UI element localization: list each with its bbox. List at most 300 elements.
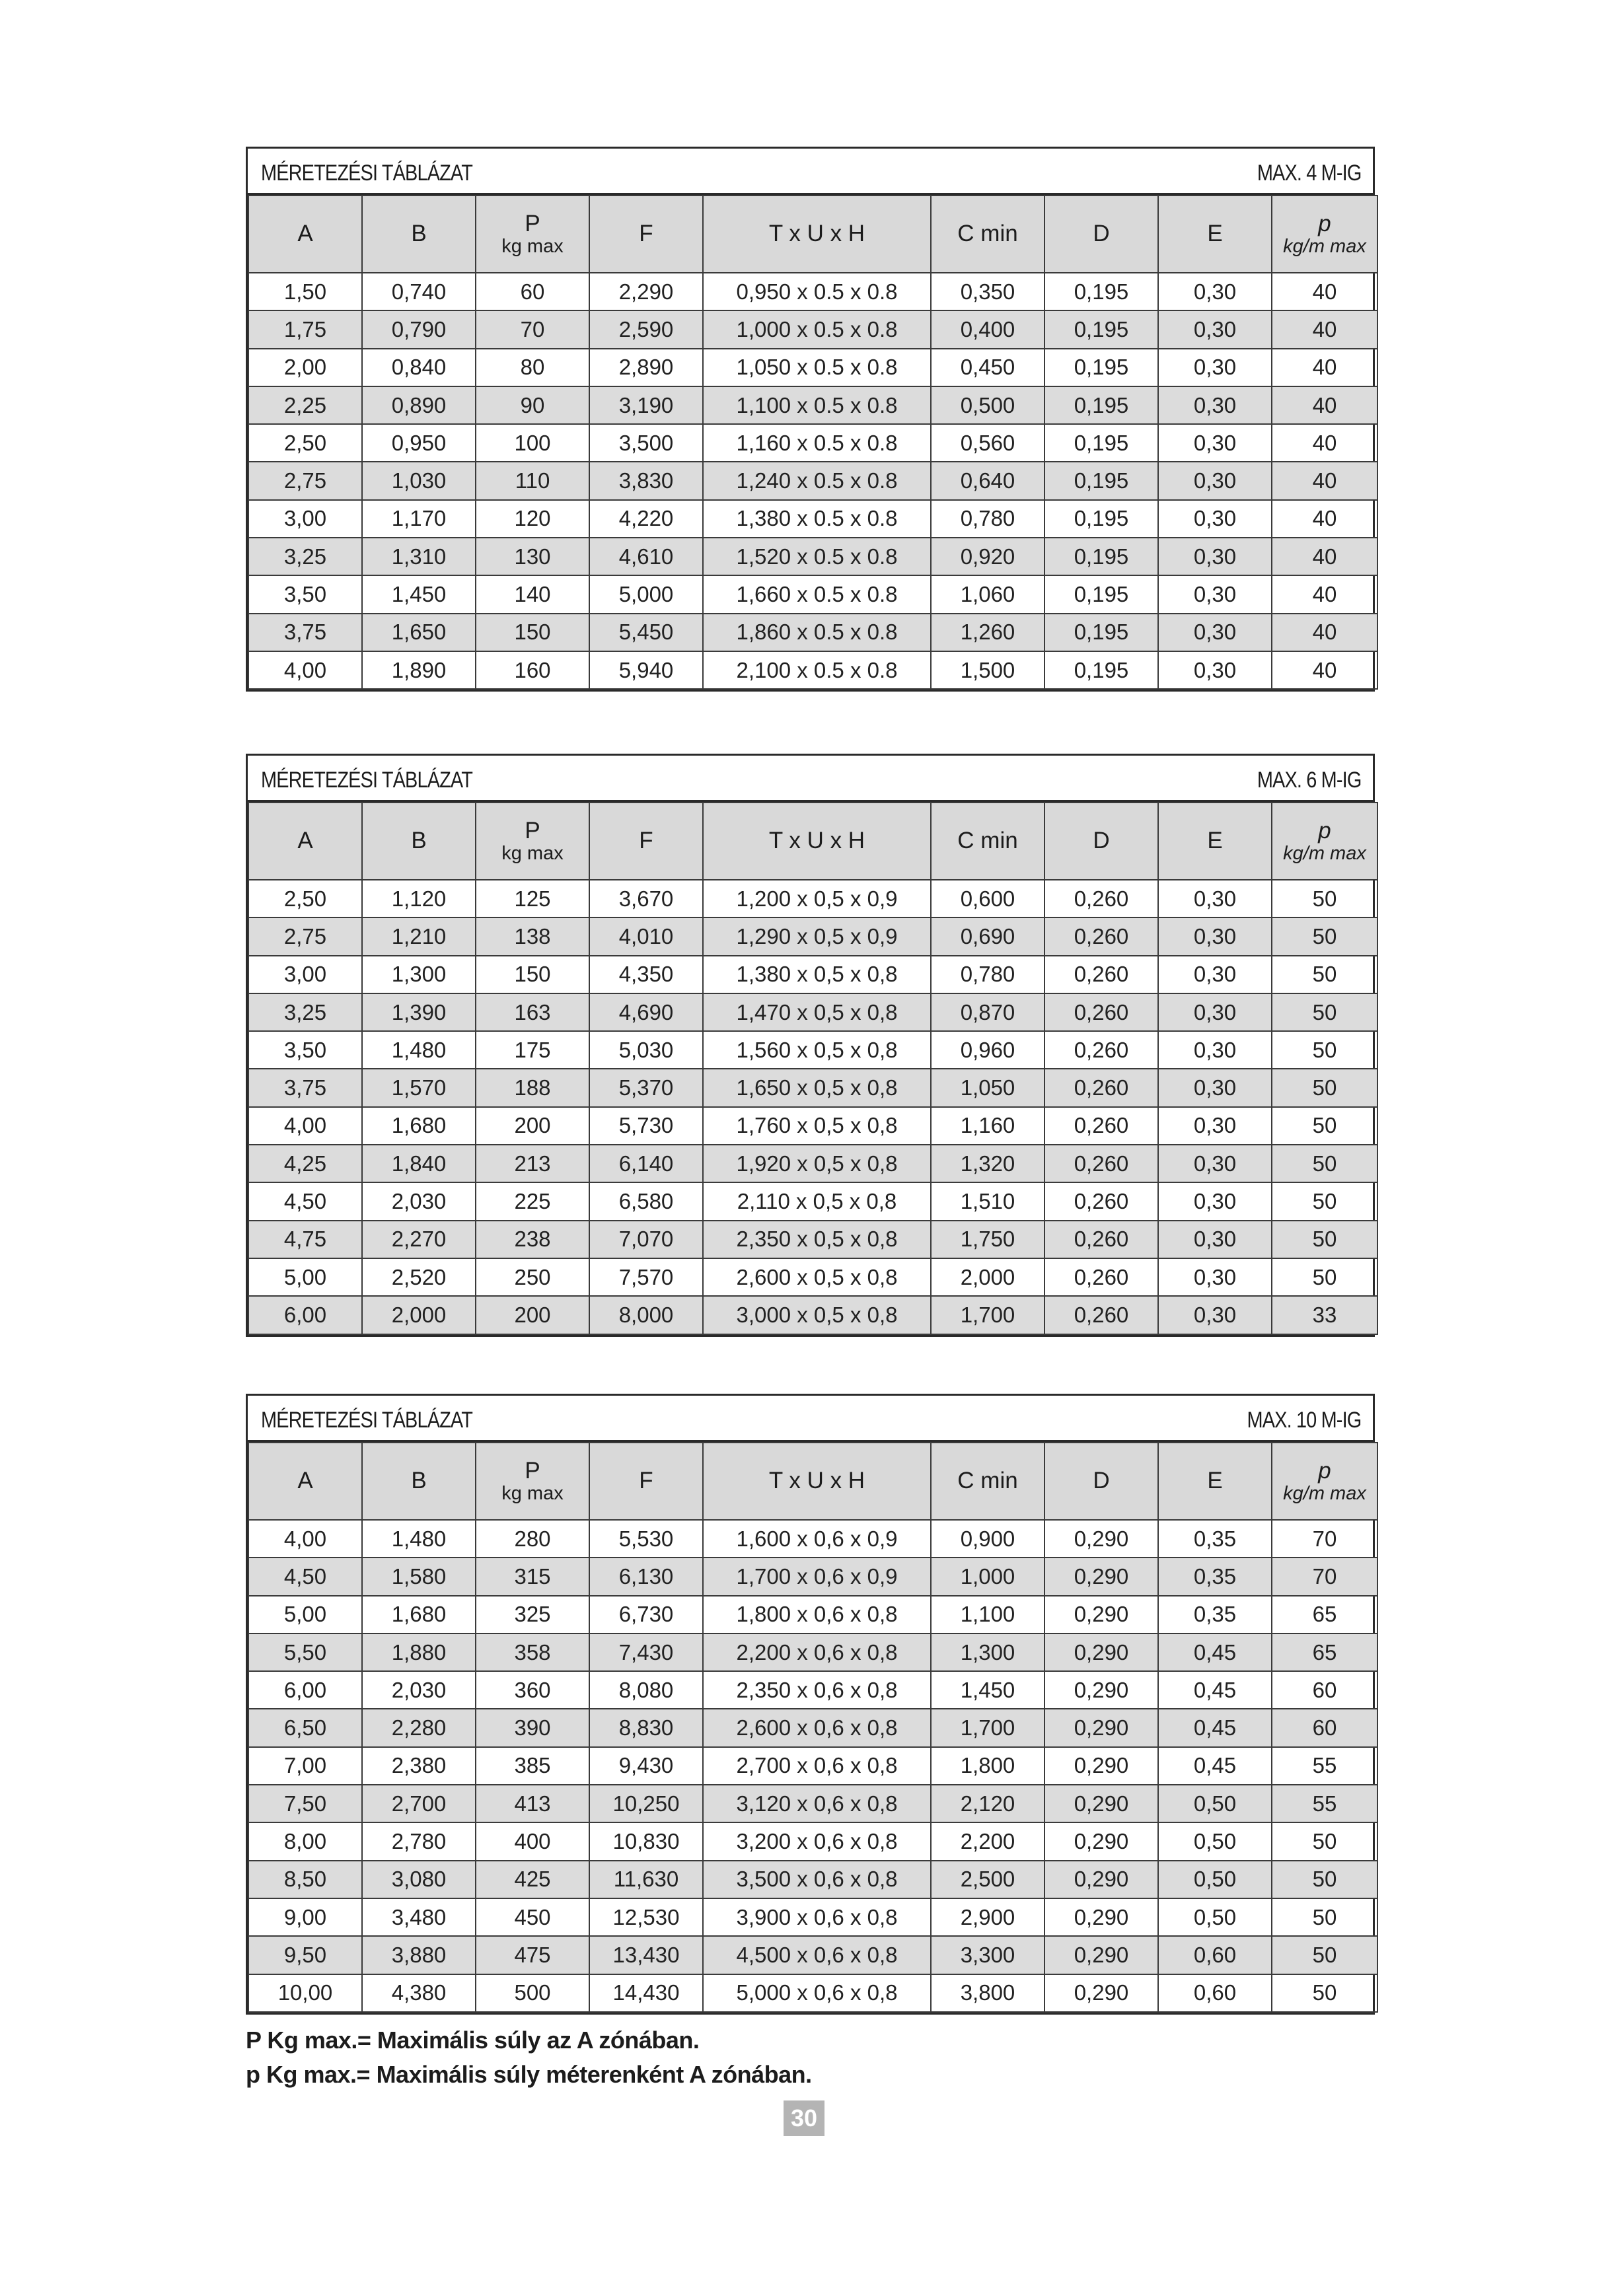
table-cell: 358 — [476, 1633, 589, 1671]
table-cell: 40 — [1272, 538, 1377, 575]
table-cell: 7,50 — [248, 1785, 362, 1822]
table-cell: 1,100 x 0.5 x 0.8 — [703, 386, 931, 424]
col-header-p: P — [525, 210, 540, 236]
table-cell: 1,100 — [931, 1596, 1044, 1633]
table-cell: 0,195 — [1044, 349, 1158, 386]
table-cell: 0,30 — [1158, 1107, 1272, 1145]
table-cell: 50 — [1272, 880, 1377, 917]
table-row — [248, 349, 1377, 386]
table-cell: 0,290 — [1044, 1747, 1158, 1785]
col-header-a: A — [248, 1443, 362, 1520]
table-row — [248, 1861, 1377, 1898]
table-cell: 0,30 — [1158, 1258, 1272, 1296]
table-cell: 50 — [1272, 917, 1377, 955]
header-row — [248, 196, 1377, 273]
table-cell: 3,900 x 0,6 x 0,8 — [703, 1898, 931, 1936]
table-cell: 4,610 — [589, 538, 703, 575]
table-cell: 14,430 — [589, 1974, 703, 2012]
table-cell: 400 — [476, 1822, 589, 1860]
table-cell: 8,00 — [248, 1822, 362, 1860]
table-cell: 110 — [476, 462, 589, 499]
table-cell: 0,30 — [1158, 424, 1272, 462]
table-cell: 2,520 — [362, 1258, 476, 1296]
table-cell: 0,45 — [1158, 1671, 1272, 1709]
table-row — [248, 1974, 1377, 2012]
table-cell: 5,000 x 0,6 x 0,8 — [703, 1974, 931, 2012]
table-cell: 1,480 — [362, 1520, 476, 1558]
table-cell: 90 — [476, 386, 589, 424]
table-cell: 200 — [476, 1107, 589, 1145]
table-cell: 1,520 x 0.5 x 0.8 — [703, 538, 931, 575]
col-header-d: D — [1044, 803, 1158, 880]
table-cell: 0,290 — [1044, 1558, 1158, 1595]
col-header-cmin: C min — [931, 1443, 1044, 1520]
table-cell: 1,510 — [931, 1182, 1044, 1220]
table-cell: 50 — [1272, 1936, 1377, 1974]
table-cell: 50 — [1272, 1182, 1377, 1220]
table-cell: 413 — [476, 1785, 589, 1822]
col-header-p: P — [525, 1457, 540, 1484]
table-cell: 50 — [1272, 1107, 1377, 1145]
table-cell: 40 — [1272, 310, 1377, 348]
table-cell: 2,700 — [362, 1785, 476, 1822]
table-row — [248, 993, 1377, 1031]
table-cell: 5,940 — [589, 651, 703, 689]
table-cell: 1,000 — [931, 1558, 1044, 1595]
table-cell: 0,195 — [1044, 424, 1158, 462]
table-cell: 1,650 x 0,5 x 0,8 — [703, 1069, 931, 1106]
table-cell: 50 — [1272, 1822, 1377, 1860]
col-header-small-p-unit: kg/m max — [1283, 235, 1366, 257]
table-title-bar — [248, 756, 1373, 802]
table-cell: 175 — [476, 1031, 589, 1069]
table-cell: 7,430 — [589, 1633, 703, 1671]
table-cell: 0,30 — [1158, 349, 1272, 386]
table-cell: 0,30 — [1158, 614, 1272, 651]
table-cell: 1,050 x 0.5 x 0.8 — [703, 349, 931, 386]
sizing-table-block — [246, 754, 1375, 1337]
table-cell: 0,195 — [1044, 538, 1158, 575]
table-cell: 150 — [476, 956, 589, 993]
max-length-label: MAX. 4 M-IG — [1257, 161, 1361, 186]
table-title: MÉRETEZÉSI TÁBLÁZAT — [261, 1408, 473, 1433]
sizing-table — [248, 802, 1378, 1335]
table-cell: 5,530 — [589, 1520, 703, 1558]
table-cell: 0,30 — [1158, 310, 1272, 348]
table-cell: 3,00 — [248, 500, 362, 538]
table-cell: 1,700 — [931, 1709, 1044, 1746]
table-cell: 0,780 — [931, 956, 1044, 993]
table-row — [248, 1671, 1377, 1709]
table-cell: 0,290 — [1044, 1671, 1158, 1709]
table-cell: 0,900 — [931, 1520, 1044, 1558]
table-cell: 0,195 — [1044, 273, 1158, 310]
table-row — [248, 1107, 1377, 1145]
table-cell: 3,75 — [248, 614, 362, 651]
header-row — [248, 1443, 1377, 1520]
table-cell: 0,260 — [1044, 1031, 1158, 1069]
table-cell: 3,120 x 0,6 x 0,8 — [703, 1785, 931, 1822]
table-cell: 0,350 — [931, 273, 1044, 310]
table-cell: 0,30 — [1158, 993, 1272, 1031]
table-row — [248, 575, 1377, 613]
table-cell: 1,300 — [362, 956, 476, 993]
table-cell: 6,580 — [589, 1182, 703, 1220]
table-cell: 1,200 x 0,5 x 0,9 — [703, 880, 931, 917]
table-cell: 13,430 — [589, 1936, 703, 1974]
table-row — [248, 1296, 1377, 1334]
table-cell: 0,290 — [1044, 1861, 1158, 1898]
col-header-small-p: p — [1318, 817, 1331, 843]
table-cell: 10,830 — [589, 1822, 703, 1860]
footnote-P: P Kg max.= Maximális súly az A zónában. — [246, 2027, 700, 2054]
table-cell: 1,840 — [362, 1145, 476, 1182]
table-cell: 425 — [476, 1861, 589, 1898]
table-cell: 2,350 x 0,5 x 0,8 — [703, 1221, 931, 1258]
table-cell: 6,00 — [248, 1296, 362, 1334]
table-row — [248, 1558, 1377, 1595]
table-cell: 3,800 — [931, 1974, 1044, 2012]
table-cell: 3,75 — [248, 1069, 362, 1106]
table-row — [248, 651, 1377, 689]
table-cell: 3,000 x 0,5 x 0,8 — [703, 1296, 931, 1334]
table-cell: 0,30 — [1158, 500, 1272, 538]
table-cell: 1,050 — [931, 1069, 1044, 1106]
table-cell: 0,790 — [362, 310, 476, 348]
table-cell: 1,760 x 0,5 x 0,8 — [703, 1107, 931, 1145]
table-cell: 4,75 — [248, 1221, 362, 1258]
col-header-b: B — [362, 803, 476, 880]
col-header-p-unit: kg max — [501, 1482, 564, 1504]
table-cell: 0,195 — [1044, 310, 1158, 348]
table-cell: 0,640 — [931, 462, 1044, 499]
table-cell: 1,860 x 0.5 x 0.8 — [703, 614, 931, 651]
col-header-p-kg-max — [476, 196, 589, 273]
table-cell: 1,75 — [248, 310, 362, 348]
table-cell: 450 — [476, 1898, 589, 1936]
table-cell: 0,920 — [931, 538, 1044, 575]
table-cell: 225 — [476, 1182, 589, 1220]
table-cell: 9,430 — [589, 1747, 703, 1785]
table-cell: 250 — [476, 1258, 589, 1296]
table-cell: 3,50 — [248, 1031, 362, 1069]
table-cell: 1,750 — [931, 1221, 1044, 1258]
col-header-e: E — [1158, 196, 1272, 273]
table-cell: 1,680 — [362, 1107, 476, 1145]
table-cell: 0,30 — [1158, 273, 1272, 310]
table-row — [248, 1936, 1377, 1974]
table-cell: 5,370 — [589, 1069, 703, 1106]
table-cell: 0,290 — [1044, 1898, 1158, 1936]
table-cell: 0,45 — [1158, 1633, 1272, 1671]
table-cell: 0,30 — [1158, 1145, 1272, 1182]
table-row — [248, 273, 1377, 310]
table-cell: 1,890 — [362, 651, 476, 689]
table-cell: 70 — [1272, 1558, 1377, 1595]
col-header-f: F — [589, 1443, 703, 1520]
table-cell: 0,290 — [1044, 1822, 1158, 1860]
col-header-p-kg-per-m — [1272, 1443, 1377, 1520]
table-cell: 3,50 — [248, 575, 362, 613]
table-cell: 6,130 — [589, 1558, 703, 1595]
table-cell: 163 — [476, 993, 589, 1031]
table-cell: 0,560 — [931, 424, 1044, 462]
table-cell: 0,30 — [1158, 538, 1272, 575]
table-cell: 3,25 — [248, 993, 362, 1031]
table-cell: 138 — [476, 917, 589, 955]
sizing-table-block — [246, 1394, 1375, 2015]
table-cell: 0,260 — [1044, 1145, 1158, 1182]
table-cell: 1,000 x 0.5 x 0.8 — [703, 310, 931, 348]
table-cell: 3,080 — [362, 1861, 476, 1898]
sizing-table-block — [246, 147, 1375, 692]
table-cell: 0,50 — [1158, 1785, 1272, 1822]
table-cell: 100 — [476, 424, 589, 462]
table-cell: 2,600 x 0,5 x 0,8 — [703, 1258, 931, 1296]
table-cell: 200 — [476, 1296, 589, 1334]
sizing-table — [248, 195, 1378, 690]
col-header-p-kg-per-m — [1272, 803, 1377, 880]
table-cell: 315 — [476, 1558, 589, 1595]
table-cell: 2,200 x 0,6 x 0,8 — [703, 1633, 931, 1671]
table-cell: 40 — [1272, 575, 1377, 613]
table-cell: 8,830 — [589, 1709, 703, 1746]
table-cell: 1,650 — [362, 614, 476, 651]
table-cell: 0,30 — [1158, 1069, 1272, 1106]
footnotes — [246, 2023, 812, 2092]
col-header-small-p: p — [1318, 1457, 1331, 1484]
table-cell: 2,600 x 0,6 x 0,8 — [703, 1709, 931, 1746]
col-header-d: D — [1044, 196, 1158, 273]
table-cell: 1,800 — [931, 1747, 1044, 1785]
table-cell: 1,700 — [931, 1296, 1044, 1334]
table-cell: 0,195 — [1044, 462, 1158, 499]
col-header-a: A — [248, 196, 362, 273]
table-cell: 1,570 — [362, 1069, 476, 1106]
table-cell: 3,300 — [931, 1936, 1044, 1974]
table-cell: 1,920 x 0,5 x 0,8 — [703, 1145, 931, 1182]
table-row — [248, 1747, 1377, 1785]
table-cell: 50 — [1272, 1031, 1377, 1069]
table-cell: 0,195 — [1044, 651, 1158, 689]
table-cell: 1,160 x 0.5 x 0.8 — [703, 424, 931, 462]
table-cell: 0,260 — [1044, 1221, 1158, 1258]
table-cell: 1,800 x 0,6 x 0,8 — [703, 1596, 931, 1633]
table-title: MÉRETEZÉSI TÁBLÁZAT — [261, 768, 473, 793]
table-cell: 2,50 — [248, 424, 362, 462]
table-cell: 65 — [1272, 1596, 1377, 1633]
col-header-a: A — [248, 803, 362, 880]
table-cell: 0,260 — [1044, 993, 1158, 1031]
table-cell: 6,140 — [589, 1145, 703, 1182]
table-cell: 60 — [1272, 1709, 1377, 1746]
table-cell: 9,50 — [248, 1936, 362, 1974]
table-cell: 1,310 — [362, 538, 476, 575]
table-cell: 0,30 — [1158, 651, 1272, 689]
table-cell: 40 — [1272, 349, 1377, 386]
table-cell: 0,600 — [931, 880, 1044, 917]
table-cell: 0,30 — [1158, 880, 1272, 917]
table-cell: 0,35 — [1158, 1558, 1272, 1595]
table-cell: 3,830 — [589, 462, 703, 499]
table-cell: 2,270 — [362, 1221, 476, 1258]
table-cell: 50 — [1272, 1145, 1377, 1182]
col-header-cmin: C min — [931, 196, 1044, 273]
table-cell: 3,480 — [362, 1898, 476, 1936]
col-header-p-kg-per-m — [1272, 196, 1377, 273]
table-cell: 1,450 — [931, 1671, 1044, 1709]
table-cell: 1,380 x 0.5 x 0.8 — [703, 500, 931, 538]
table-cell: 0,400 — [931, 310, 1044, 348]
table-cell: 0,35 — [1158, 1520, 1272, 1558]
table-cell: 2,890 — [589, 349, 703, 386]
table-cell: 0,890 — [362, 386, 476, 424]
table-cell: 40 — [1272, 386, 1377, 424]
table-row — [248, 1182, 1377, 1220]
table-cell: 1,210 — [362, 917, 476, 955]
table-cell: 390 — [476, 1709, 589, 1746]
table-cell: 2,000 — [362, 1296, 476, 1334]
table-cell: 0,195 — [1044, 500, 1158, 538]
table-cell: 0,45 — [1158, 1747, 1272, 1785]
table-cell: 2,780 — [362, 1822, 476, 1860]
table-cell: 1,680 — [362, 1596, 476, 1633]
table-cell: 50 — [1272, 1898, 1377, 1936]
table-cell: 0,290 — [1044, 1974, 1158, 2012]
table-cell: 8,080 — [589, 1671, 703, 1709]
table-cell: 2,50 — [248, 880, 362, 917]
table-cell: 5,730 — [589, 1107, 703, 1145]
col-header-e: E — [1158, 803, 1272, 880]
table-cell: 50 — [1272, 993, 1377, 1031]
table-cell: 0,840 — [362, 349, 476, 386]
table-cell: 4,00 — [248, 1520, 362, 1558]
table-cell: 0,950 x 0.5 x 0.8 — [703, 273, 931, 310]
table-cell: 360 — [476, 1671, 589, 1709]
max-length-label: MAX. 10 M-IG — [1247, 1408, 1361, 1433]
table-cell: 1,300 — [931, 1633, 1044, 1671]
table-cell: 0,290 — [1044, 1596, 1158, 1633]
table-cell: 1,560 x 0,5 x 0,8 — [703, 1031, 931, 1069]
col-header-p: P — [525, 817, 540, 843]
table-cell: 5,000 — [589, 575, 703, 613]
table-row — [248, 917, 1377, 955]
table-cell: 60 — [1272, 1671, 1377, 1709]
table-row — [248, 386, 1377, 424]
sizing-table — [248, 1442, 1378, 2013]
table-row — [248, 500, 1377, 538]
table-cell: 50 — [1272, 1258, 1377, 1296]
table-row — [248, 614, 1377, 651]
table-cell: 50 — [1272, 956, 1377, 993]
table-cell: 12,530 — [589, 1898, 703, 1936]
table-cell: 0,290 — [1044, 1936, 1158, 1974]
table-cell: 0,30 — [1158, 1221, 1272, 1258]
table-cell: 4,25 — [248, 1145, 362, 1182]
table-cell: 0,30 — [1158, 1296, 1272, 1334]
table-cell: 4,690 — [589, 993, 703, 1031]
table-cell: 5,50 — [248, 1633, 362, 1671]
table-row — [248, 1145, 1377, 1182]
table-row — [248, 1822, 1377, 1860]
table-cell: 70 — [1272, 1520, 1377, 1558]
col-header-p-kg-max — [476, 803, 589, 880]
table-row — [248, 538, 1377, 575]
table-row — [248, 956, 1377, 993]
table-cell: 0,30 — [1158, 956, 1272, 993]
table-cell: 3,500 x 0,6 x 0,8 — [703, 1861, 931, 1898]
table-cell: 2,120 — [931, 1785, 1044, 1822]
table-cell: 1,880 — [362, 1633, 476, 1671]
header-row — [248, 803, 1377, 880]
table-cell: 120 — [476, 500, 589, 538]
table-cell: 125 — [476, 880, 589, 917]
table-row — [248, 1520, 1377, 1558]
table-cell: 10,250 — [589, 1785, 703, 1822]
table-cell: 0,50 — [1158, 1898, 1272, 1936]
table-cell: 2,75 — [248, 462, 362, 499]
table-cell: 5,00 — [248, 1258, 362, 1296]
table-cell: 1,660 x 0.5 x 0.8 — [703, 575, 931, 613]
table-row — [248, 1258, 1377, 1296]
table-cell: 0,30 — [1158, 1182, 1272, 1220]
col-header-txuxh: T x U x H — [703, 1443, 931, 1520]
footnote-p: p Kg max.= Maximális súly méterenként A zónában. — [246, 2061, 812, 2088]
table-cell: 0,260 — [1044, 917, 1158, 955]
table-cell: 40 — [1272, 424, 1377, 462]
table-cell: 55 — [1272, 1747, 1377, 1785]
table-cell: 0,30 — [1158, 462, 1272, 499]
table-row — [248, 1221, 1377, 1258]
table-cell: 0,35 — [1158, 1596, 1272, 1633]
col-header-small-p-unit: kg/m max — [1283, 1482, 1366, 1504]
col-header-cmin: C min — [931, 803, 1044, 880]
table-cell: 2,25 — [248, 386, 362, 424]
table-cell: 213 — [476, 1145, 589, 1182]
page-number: 30 — [784, 2100, 824, 2136]
table-cell: 1,320 — [931, 1145, 1044, 1182]
table-cell: 1,390 — [362, 993, 476, 1031]
table-cell: 4,50 — [248, 1558, 362, 1595]
col-header-txuxh: T x U x H — [703, 803, 931, 880]
table-cell: 140 — [476, 575, 589, 613]
table-row — [248, 1031, 1377, 1069]
table-cell: 5,00 — [248, 1596, 362, 1633]
table-cell: 1,060 — [931, 575, 1044, 613]
table-cell: 4,00 — [248, 1107, 362, 1145]
table-row — [248, 880, 1377, 917]
table-title-bar — [248, 1396, 1373, 1442]
col-header-txuxh: T x U x H — [703, 196, 931, 273]
table-cell: 8,000 — [589, 1296, 703, 1334]
table-cell: 0,960 — [931, 1031, 1044, 1069]
col-header-p-kg-max — [476, 1443, 589, 1520]
table-row — [248, 462, 1377, 499]
table-row — [248, 1785, 1377, 1822]
table-cell: 0,260 — [1044, 1182, 1158, 1220]
table-cell: 5,450 — [589, 614, 703, 651]
table-cell: 50 — [1272, 1861, 1377, 1898]
table-cell: 7,570 — [589, 1258, 703, 1296]
table-cell: 0,290 — [1044, 1709, 1158, 1746]
table-cell: 4,500 x 0,6 x 0,8 — [703, 1936, 931, 1974]
table-cell: 6,00 — [248, 1671, 362, 1709]
table-cell: 1,170 — [362, 500, 476, 538]
table-cell: 0,260 — [1044, 956, 1158, 993]
table-cell: 0,500 — [931, 386, 1044, 424]
table-cell: 0,195 — [1044, 614, 1158, 651]
table-cell: 4,00 — [248, 651, 362, 689]
